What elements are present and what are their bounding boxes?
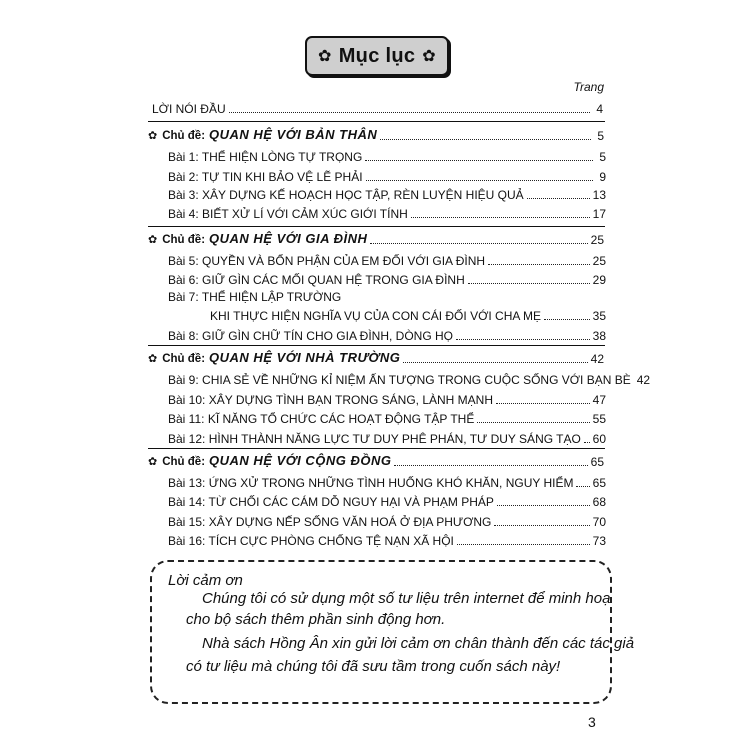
lesson-title: TỰ TIN KHI BẢO VỆ LẼ PHẢI [201, 170, 363, 184]
lesson-number: Bài 5: [168, 254, 199, 268]
toc-entry-page: 29 [592, 273, 606, 287]
topic-title: QUAN HỆ VỚI GIA ĐÌNH [209, 231, 368, 246]
lesson-title: CHIA SẺ VỀ NHỮNG KỈ NIỆM ẤN TƯỢNG TRONG CUỘC SỐNG VỚI BẠN BÈ [202, 373, 631, 387]
lesson-number: Bài 2: [168, 170, 199, 184]
lesson-title: HÌNH THÀNH NĂNG LỰC TƯ DUY PHÊ PHÁN, TƯ DUY SÁNG TẠO [208, 432, 581, 446]
toc-topic[interactable] [148, 231, 604, 247]
flower-icon: ✿ [148, 456, 158, 468]
lesson-number: Bài 15: [168, 515, 206, 529]
toc-lesson[interactable] [168, 271, 606, 287]
toc-entry-page: 17 [592, 207, 606, 221]
dot-leader [477, 422, 589, 423]
page-column-label: Trang [573, 80, 604, 94]
thanks-line: Chúng tôi có sử dụng một số tư liệu trên internet để minh hoạ [202, 590, 611, 607]
lesson-title: XÂY DỰNG KẾ HOẠCH HỌC TẬP, RÈN LUYỆN HIỆU QUẢ [202, 188, 524, 202]
toc-lesson[interactable] [168, 410, 606, 426]
toc-entry-page: 70 [592, 515, 606, 529]
flower-icon: ✿ [422, 48, 436, 65]
dot-leader [457, 544, 590, 545]
topic-title: QUAN HỆ VỚI BẢN THÂN [209, 127, 378, 142]
dot-leader [497, 505, 590, 506]
flower-icon: ✿ [148, 353, 158, 365]
thanks-line: Nhà sách Hồng Ân xin gửi lời cảm ơn chân thành đến các tác giả [202, 635, 635, 652]
lesson-title: ỨNG XỬ TRONG NHỮNG TÌNH HUỐNG KHÓ KHĂN, NGUY HIỂM [208, 476, 574, 490]
toc-entry-page: 35 [592, 309, 606, 323]
toc-lesson-first-line[interactable] [168, 290, 341, 304]
toc-lesson[interactable] [168, 532, 606, 548]
lesson-number: Bài 12: [168, 432, 206, 446]
lesson-title: THỂ HIỆN LÒNG TỰ TRỌNG [201, 150, 363, 164]
lesson-title: TÍCH CỰC PHÒNG CHỐNG TỆ NẠN XÃ HỘI [208, 534, 454, 548]
toc-lesson[interactable] [168, 327, 606, 343]
flower-icon: ✿ [318, 48, 332, 65]
toc-entry-page: 25 [590, 233, 604, 247]
lesson-number: Bài 16: [168, 534, 206, 548]
topic-prefix: Chủ đề: [162, 456, 206, 468]
toc-entry-page: 60 [592, 432, 606, 446]
dot-leader [468, 283, 590, 284]
lesson-number: Bài 4: [168, 207, 199, 221]
toc-topic[interactable] [148, 350, 604, 366]
toc-lesson[interactable] [168, 474, 606, 490]
lesson-title: TỪ CHỐI CÁC CÁM DỖ NGUY HẠI VÀ PHẠM PHÁP [208, 495, 494, 509]
toc-lesson[interactable] [168, 493, 606, 509]
dot-leader [411, 217, 590, 218]
separator-line [148, 226, 605, 227]
toc-entry-page: 38 [592, 329, 606, 343]
topic-title: QUAN HỆ VỚI CỘNG ĐỒNG [209, 453, 392, 468]
lesson-title-continued: KHI THỰC HIỆN NGHĨA VỤ CỦA CON CÁI ĐỐI VỚI CHA MẸ [210, 309, 542, 323]
lesson-number: Bài 14: [168, 495, 206, 509]
lesson-number: Bài 1: [168, 150, 199, 164]
dot-leader [365, 160, 593, 161]
thanks-line: có tư liệu mà chúng tôi đã sưu tầm trong cuốn sách này! [186, 658, 561, 675]
toc-lesson[interactable] [168, 391, 606, 407]
toc-topic[interactable] [148, 453, 604, 469]
lesson-title: GIỮ GÌN CÁC MỐI QUAN HỆ TRONG GIA ĐÌNH [202, 273, 465, 287]
thanks-line: cho bộ sách thêm phần sinh động hơn. [186, 611, 446, 628]
lesson-number: Bài 8: [168, 329, 199, 343]
dot-leader [229, 112, 590, 113]
toc-entry-page: 65 [592, 476, 606, 490]
toc-lesson[interactable] [168, 252, 606, 268]
toc-title-box [305, 36, 449, 76]
toc-entry-page: 65 [590, 455, 604, 469]
topic-prefix: Chủ đề: [162, 130, 206, 142]
toc-lesson[interactable] [168, 148, 606, 164]
lesson-title: THỂ HIỆN LẬP TRƯỜNG [201, 290, 342, 304]
toc-entry-page: 4 [596, 102, 603, 116]
dot-leader [576, 486, 589, 487]
toc-lesson[interactable] [168, 430, 606, 446]
dot-leader [403, 362, 587, 363]
toc-entry-page: 5 [599, 150, 606, 164]
thanks-box [150, 560, 635, 704]
toc-lesson[interactable] [210, 307, 606, 323]
lesson-number: Bài 9: [168, 373, 199, 387]
toc-entry-page: 68 [592, 495, 606, 509]
thanks-heading: Lời cảm ơn [168, 572, 243, 589]
lesson-number: Bài 11: [168, 412, 205, 426]
dot-leader [496, 403, 590, 404]
toc-entry-page: 73 [592, 534, 606, 548]
lesson-number: Bài 3: [168, 188, 199, 202]
toc-lesson[interactable] [168, 168, 606, 184]
separator-line [148, 448, 605, 449]
dot-leader [380, 139, 591, 140]
toc-entry-page: 9 [599, 170, 606, 184]
lesson-title: XÂY DỰNG NẾP SỐNG VĂN HOÁ Ở ĐỊA PHƯƠNG [208, 515, 492, 529]
lesson-number: Bài 13: [168, 476, 206, 490]
dot-leader [584, 442, 590, 443]
toc-entry-page: 5 [597, 129, 604, 143]
toc-lesson[interactable] [168, 371, 651, 387]
dot-leader [456, 339, 590, 340]
dot-leader [370, 243, 587, 244]
lesson-number: Bài 6: [168, 273, 199, 287]
flower-icon: ✿ [148, 234, 158, 246]
lesson-title: GIỮ GÌN CHỮ TÍN CHO GIA ĐÌNH, DÒNG HỌ [202, 329, 453, 343]
toc-entry-label: LỜI NÓI ĐẦU [152, 102, 226, 116]
topic-prefix: Chủ đề: [162, 234, 206, 246]
toc-lesson[interactable] [168, 513, 606, 529]
toc-lesson[interactable] [168, 205, 606, 221]
dot-leader [366, 180, 593, 181]
dot-leader [394, 465, 587, 466]
page-number: 3 [588, 714, 596, 730]
lesson-title: QUYỀN VÀ BỔN PHẬN CỦA EM ĐỐI VỚI GIA ĐÌNH [202, 254, 486, 268]
toc-lesson[interactable] [168, 186, 606, 202]
dot-leader [544, 319, 590, 320]
lesson-title: XÂY DỰNG TÌNH BẠN TRONG SÁNG, LÀNH MẠNH [208, 393, 493, 407]
toc-entry-page: 42 [636, 373, 651, 387]
toc-entry-page: 47 [592, 393, 606, 407]
dot-leader [527, 198, 590, 199]
dot-leader [488, 264, 590, 265]
topic-prefix: Chủ đề: [162, 353, 206, 365]
flower-icon: ✿ [148, 130, 158, 142]
separator-line [148, 121, 605, 122]
toc-entry-page: 42 [590, 352, 604, 366]
toc-entry-page: 13 [592, 188, 606, 202]
topic-title: QUAN HỆ VỚI NHÀ TRƯỜNG [209, 350, 401, 365]
lesson-number: Bài 10: [168, 393, 206, 407]
lesson-title: BIẾT XỬ LÍ VỚI CẢM XÚC GIỚI TÍNH [202, 207, 408, 221]
toc-entry-page: 55 [592, 412, 606, 426]
toc-topic[interactable] [148, 127, 604, 143]
dot-leader [494, 525, 589, 526]
lesson-number: Bài 7: [168, 290, 199, 304]
toc-entry-intro[interactable] [152, 100, 603, 116]
page-title: Mục lục [338, 44, 416, 67]
toc-entry-page: 25 [592, 254, 606, 268]
lesson-title: KĨ NĂNG TỔ CHỨC CÁC HOẠT ĐỘNG TẬP THỂ [207, 412, 475, 426]
separator-line [148, 345, 605, 346]
